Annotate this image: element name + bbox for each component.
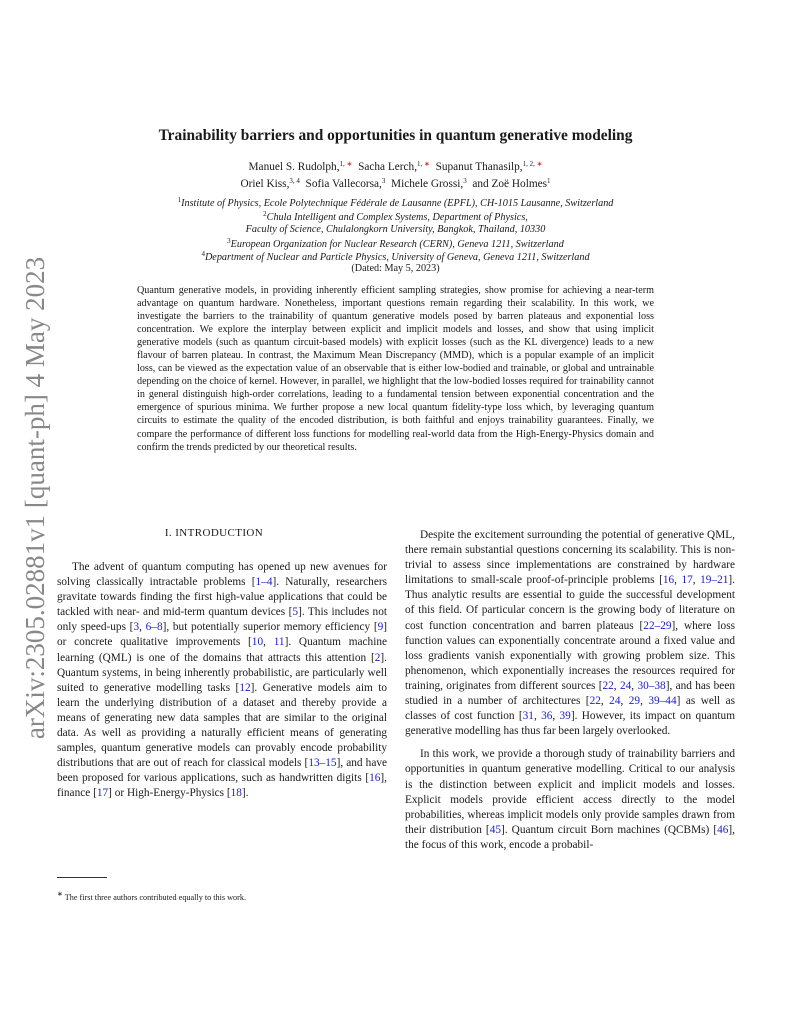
text-run: ]. — [241, 787, 249, 800]
affiliation-text: Institute of Physics, Ecole Polytechnique Fédérale de Lausanne (EPFL), CH-1015 Lausanne, Switzerland — [181, 198, 614, 209]
text-run: ]. Naturally, researchers gravitate towards finding the first high-value applications that could be tackled with near- and mid-term quantum devices [ — [57, 576, 387, 619]
text-run: ], and has been studied in a number of architectures [ — [405, 679, 735, 708]
author-affiliation-marker: 1 — [547, 177, 551, 185]
citation-link[interactable]: 18 — [230, 787, 242, 800]
text-run: ], and have been proposed for various applications, such as handwritten digits [ — [57, 757, 387, 785]
text-run: , — [600, 695, 610, 708]
text-run: , — [613, 679, 620, 692]
text-run: ], the focus of this work, encode a probabil- — [405, 823, 735, 851]
author — [436, 161, 543, 173]
text-run: , — [552, 710, 560, 723]
citation-link[interactable]: 45 — [489, 823, 501, 836]
author-name: and Zoë Holmes — [472, 178, 548, 190]
affiliation — [0, 250, 791, 263]
footnote-text: The first three authors contributed equally to this work. — [64, 893, 246, 902]
citation-link[interactable]: 17 — [96, 787, 109, 800]
author-affiliation-marker: 3 — [381, 177, 386, 185]
author-affiliation-marker: 1, ∗ — [417, 160, 430, 168]
section-heading: I. INTRODUCTION — [164, 527, 264, 539]
citation-link[interactable]: 5 — [292, 606, 299, 619]
affiliation-marker: 3 — [227, 237, 231, 245]
author-name: Oriel Kiss, — [240, 178, 290, 190]
citation-link[interactable]: 13–15 — [308, 757, 337, 770]
affiliation — [0, 237, 791, 250]
author-affiliation-marker: 1, ∗ — [339, 160, 353, 168]
author-affiliation-marker: 3, 4 — [289, 177, 300, 185]
text-run: ]. However, its impact on quantum generative modelling has thus far been largely overlooked. — [405, 710, 735, 738]
paragraph — [405, 747, 735, 853]
citation-link[interactable]: 19–21 — [700, 574, 729, 587]
text-run: , — [692, 574, 701, 587]
author — [358, 161, 430, 173]
citation-link[interactable]: 11 — [273, 636, 285, 649]
text-run: ] or concrete qualitative improvements [ — [57, 621, 388, 649]
author-affiliation-marker: 1, 2, ∗ — [522, 160, 543, 168]
footnote — [57, 890, 377, 902]
citation-link[interactable]: 24 — [609, 695, 621, 708]
right-column — [405, 528, 735, 853]
text-run: , — [674, 574, 682, 587]
affiliation-marker: 2 — [263, 210, 267, 218]
citation-link[interactable]: 29 — [628, 695, 641, 708]
text-run: , — [263, 636, 274, 649]
citation-link[interactable]: 6–8 — [145, 621, 163, 634]
text-run: ]. Thus analytic results are essential to guide the successful development of this field. Of particular concern is the growing body of literature on cost function concentration and barren plateaus [ — [405, 574, 735, 632]
affiliation-text: Faculty of Science, Chulalongkorn University, Bangkok, Thailand, 10330 — [245, 224, 546, 235]
citation-link[interactable]: 36 — [541, 710, 553, 723]
authors-line-1 — [0, 160, 791, 173]
author — [249, 161, 353, 173]
author-name: Sacha Lerch, — [358, 161, 418, 173]
text-run: Despite the excitement surrounding the potential of generative QML, there remain substantial questions concerning its scalability. This is non-trivial to assess since implementations are constrained by hardware limitations to small-scale proof-of-principle problems [ — [405, 529, 735, 587]
affiliation-marker: 4 — [201, 250, 205, 258]
text-run: ]. Quantum circuit Born machines (QCBMs) [ — [501, 823, 718, 836]
author-name: Supanut Thanasilp, — [435, 161, 523, 173]
citation-link[interactable]: 39–44 — [648, 695, 677, 708]
citation-link[interactable]: 22–29 — [643, 619, 672, 632]
affiliation — [0, 196, 791, 209]
text-run: ] or High-Energy-Physics [ — [108, 787, 231, 800]
text-run: , — [640, 695, 649, 708]
footnote-marker: ∗ — [57, 890, 63, 898]
paragraph — [57, 560, 387, 802]
text-run: ]. Generative models aim to learn the underlying distribution of a dataset and thereby provide a means of generating new data samples that are similar to the original data. As well as providing a naturally efficient means of generating samples, quantum generative models can provably encode probability distributions that are out of reach for classical models [ — [57, 681, 387, 770]
citation-link[interactable]: 17 — [681, 574, 693, 587]
citation-link[interactable]: 39 — [559, 710, 571, 723]
footnote-rule — [57, 877, 107, 878]
affiliation — [0, 210, 791, 223]
citation-link[interactable]: 31 — [522, 710, 534, 723]
text-run: ], where loss function values can exponentially concentrate around a fixed value and loss gradients vanish exponentially with growing problem size. This phenomenon, which exponentially increases the resources required for training, originates from different sources [ — [405, 619, 735, 692]
author — [306, 178, 386, 190]
citation-link[interactable]: 12 — [239, 681, 251, 694]
text-run: ]. Quantum systems, in being inherently probabilistic, are particularly well suited to generative modelling tasks [ — [57, 651, 387, 694]
authors-line-2 — [0, 177, 791, 190]
affiliation-text: European Organization for Nuclear Research (CERN), Geneva 1211, Switzerland — [230, 239, 564, 250]
citation-link[interactable]: 3 — [133, 621, 140, 634]
text-run: , — [631, 679, 638, 692]
text-run: , — [139, 621, 146, 634]
text-run: ], but potentially superior memory efficiency [ — [162, 621, 378, 634]
citation-link[interactable]: 22 — [589, 695, 601, 708]
left-column — [57, 560, 387, 802]
author-name: Michele Grossi, — [391, 178, 464, 190]
author-name: Manuel S. Rudolph, — [248, 161, 340, 173]
author — [472, 178, 550, 190]
arxiv-identifier: arXiv:2305.02881v1 [quant-ph] 4 May 2023 — [20, 256, 50, 740]
citation-link[interactable]: 16 — [662, 574, 675, 587]
text-run: The advent of quantum computing has opened up new avenues for solving classically intractable problems [ — [57, 561, 387, 589]
text-run: In this work, we provide a thorough study of trainability barriers and opportunities in quantum generative modelling. Critical to our analysis is the distinction between explicit and implicit models and losses. Explicit models provide efficient access directly to the model probabilities, whereas implicit models only provide samples drawn from their distribution [ — [405, 748, 735, 836]
citation-link[interactable]: 2 — [374, 651, 381, 664]
author — [391, 178, 467, 190]
author — [240, 178, 299, 190]
citation-link[interactable]: 30–38 — [637, 679, 666, 692]
text-run: , — [620, 695, 629, 708]
citation-link[interactable]: 1–4 — [255, 576, 273, 589]
affiliation-text: Chula Intelligent and Complex Systems, Department of Physics, — [266, 212, 528, 223]
text-run: ], finance [ — [57, 772, 387, 800]
citation-link[interactable]: 16 — [369, 772, 381, 785]
affiliation — [0, 224, 791, 235]
author-name: Sofia Vallecorsa, — [305, 178, 382, 190]
citation-link[interactable]: 22 — [602, 679, 614, 692]
text-run: ]. This includes not only speed-ups [ — [57, 606, 387, 634]
text-run: ]. Quantum machine learning (QML) is one of the domains that attracts this attention [ — [57, 636, 387, 664]
abstract: Quantum generative models, in providing inherently efficient sampling strategies, show promise for achieving a near-term advantage on quantum hardware. Nonetheless, important questions remain regarding their scalability. In this work, we investigate the barriers to the trainability of quantum generative models posed by barren plateaus and exponential loss concentration. We explore the interplay between explicit and implicit models and losses, and show that using implicit generative models (such as quantum circuit-based models) with explicit losses (such as the KL divergence) leads to a new flavour of barren plateau. In contrast, the Maximum Mean Discrepancy (MMD), which is a popular example of an implicit loss, can be viewed as the expectation value of an observable that is either low-bodied and trainable, or global and untrainable depending on the choice of kernel. However, in parallel, we highlight that the low-bodied losses required for trainability cannot in general distinguish high-order correlations, leading to a fundamental tension between exponential concentration and the emergence of spurious minima. We further propose a new local quantum fidelity-type loss which, by leveraging quantum circuits to estimate the quality of the encoded distribution, is both faithful and enjoys trainability guarantees. Finally, we compare the performance of different loss functions for modelling real-world data from the High-Energy-Physics domain and confirm the trends predicted by our theoretical results. — [137, 285, 654, 453]
author-affiliation-marker: 3 — [463, 177, 467, 185]
dated: (Dated: May 5, 2023) — [351, 263, 440, 274]
text-run: , — [533, 710, 542, 723]
paragraph — [405, 528, 735, 739]
text-run: ] as well as classes of cost function [ — [405, 695, 736, 723]
citation-link[interactable]: 9 — [377, 621, 384, 634]
citation-link[interactable]: 24 — [619, 679, 632, 692]
citation-link[interactable]: 10 — [251, 636, 264, 649]
paper-title: Trainability barriers and opportunities in quantum generative modeling — [158, 127, 633, 144]
affiliation-text: Department of Nuclear and Particle Physics, University of Geneva, Geneva 1211, Switzerland — [204, 252, 590, 263]
citation-link[interactable]: 46 — [717, 823, 729, 836]
affiliation-marker: 1 — [177, 196, 182, 204]
